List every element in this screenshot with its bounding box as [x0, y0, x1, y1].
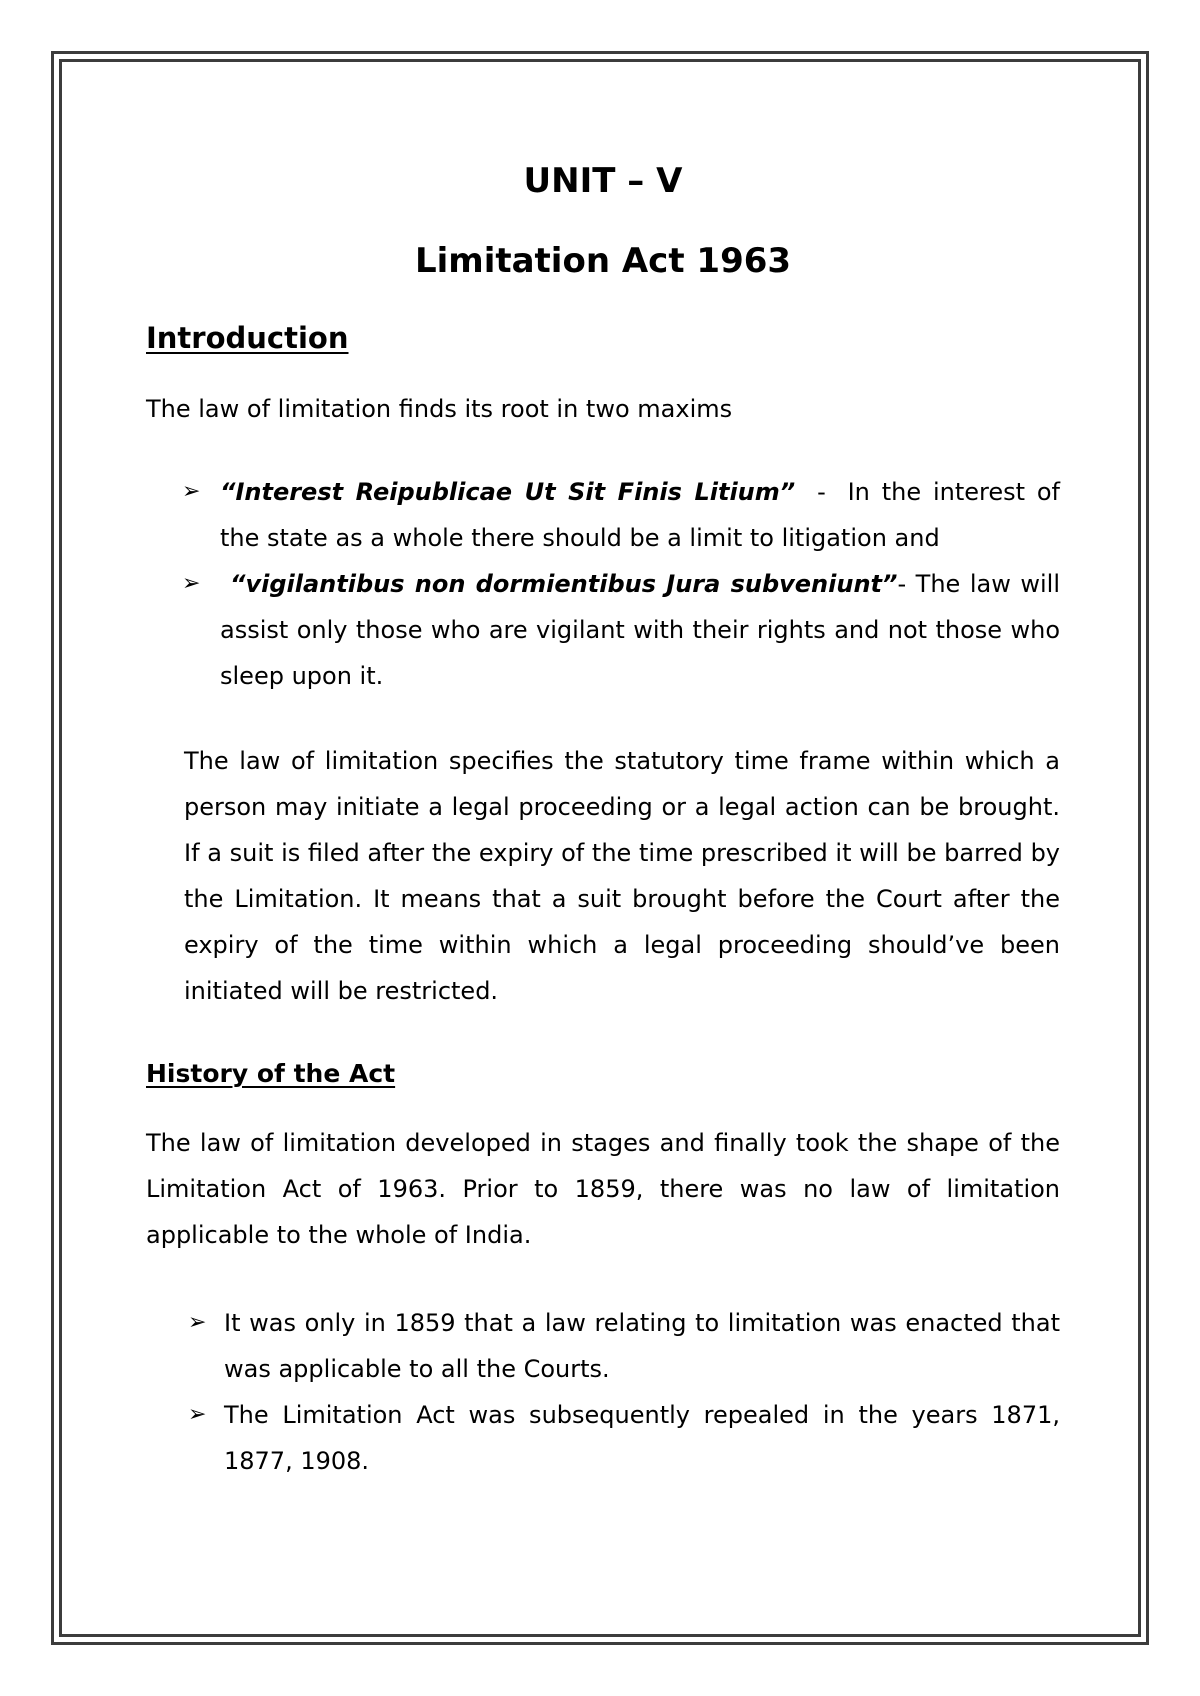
maxim-meaning: In the interest of the state as a whole there should be a limit to litigation and: [220, 478, 1060, 552]
arrow-bullet-icon: ➢: [182, 479, 201, 504]
maxim-separator: -: [805, 478, 838, 506]
maxim-separator: -: [897, 570, 916, 598]
history-point: [188, 1300, 1060, 1392]
arrow-bullet-icon: ➢: [188, 1402, 207, 1427]
maxims-list: [182, 469, 1060, 699]
history-heading: History of the Act: [146, 1059, 396, 1088]
maxim-item: [182, 469, 1060, 561]
limitation-paragraph: The law of limitation specifies the statutory time frame within which a person may initiate a legal proceeding or a legal action can be brought. If a suit is filed after the expiry of the time prescribed it will be barred by the Limitation. It means that a suit brought before the Court after the expiry of the time within which a legal proceeding should’ve been initiated will be restricted.: [184, 747, 1060, 1005]
arrow-bullet-icon: ➢: [182, 571, 201, 596]
maxim-item: [182, 561, 1060, 699]
act-title: Limitation Act 1963: [414, 241, 792, 281]
unit-title: UNIT – V: [523, 161, 683, 201]
history-points-list: [188, 1300, 1060, 1484]
history-point-text: The Limitation Act was subsequently repealed in the years 1871, 1877, 1908.: [224, 1401, 1060, 1475]
maxim-meaning: The law will assist only those who are vigilant with their rights and not those who sleep upon it.: [220, 570, 1061, 690]
introduction-heading: Introduction: [146, 321, 349, 355]
maxim-text: “Interest Reipublicae Ut Sit Finis Litium”: [220, 478, 796, 506]
history-paragraph: The law of limitation developed in stages and finally took the shape of the Limitation Act of 1963. Prior to 1859, there was no law of limitation applicable to the whole of India.: [146, 1129, 1060, 1249]
introduction-lead: The law of limitation finds its root in two maxims: [146, 395, 733, 423]
history-point-text: It was only in 1859 that a law relating to limitation was enacted that was applicable to all the Courts.: [224, 1309, 1060, 1383]
arrow-bullet-icon: ➢: [188, 1310, 207, 1335]
maxim-text: “vigilantibus non dormientibus Jura subveniunt”: [230, 570, 898, 598]
history-point: [188, 1392, 1060, 1484]
